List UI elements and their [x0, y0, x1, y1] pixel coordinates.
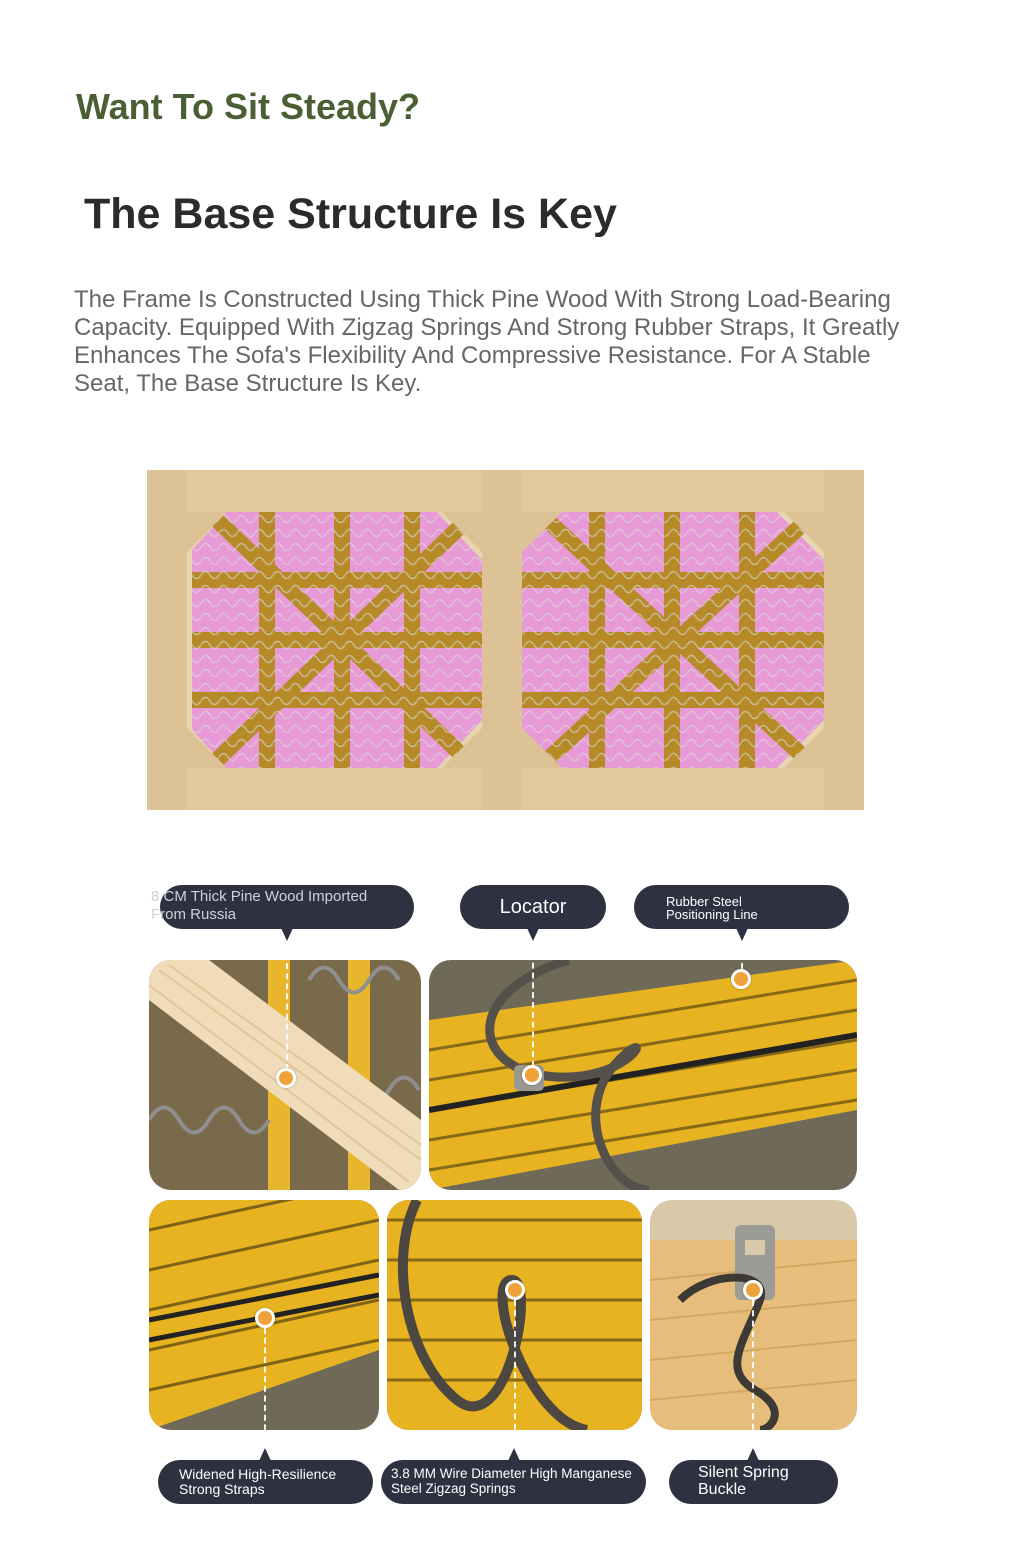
- sofa-base-frame-photo: [147, 470, 864, 810]
- tag-straps-label: Widened High-Resilience Strong Straps: [179, 1466, 337, 1497]
- tag-springs-label: 3.8 MM Wire Diameter High Manganese Steel Zigzag Springs: [391, 1466, 632, 1496]
- tag-pine-wood: [151, 885, 414, 929]
- tag-buckle-label: Silent Spring Buckle: [698, 1464, 789, 1498]
- hotspot-positioning-line: [731, 969, 751, 989]
- tag-pine-wood-label: 8 CM Thick Pine Wood Imported From Russia: [151, 888, 368, 923]
- hotspot-locator: [522, 1065, 542, 1085]
- tag-positioning-line: [634, 885, 849, 929]
- tag-springs: [381, 1460, 646, 1504]
- hotspot-springs: [505, 1280, 525, 1300]
- tag-locator-label: Locator: [499, 895, 567, 918]
- kicker-heading: Want To Sit Steady?: [76, 86, 421, 127]
- tag-locator: [460, 885, 606, 929]
- page-title: The Base Structure Is Key: [84, 190, 617, 238]
- photo-locator: [429, 960, 857, 1190]
- intro-paragraph: The Frame Is Constructed Using Thick Pine Wood With Strong Load-Bearing Capacity. Equipped With Zigzag Springs And Strong Rubber Straps, It Greatly Enhances The Sofa's Flexibility And Compressive Resistance. For A Stable Seat, The Base Structure Is Key.: [74, 286, 900, 397]
- hotspot-buckle: [743, 1280, 763, 1300]
- tag-positioning-line-label: Rubber Steel Positioning Line: [666, 894, 758, 922]
- hotspot-straps: [255, 1308, 275, 1328]
- hotspot-pine-wood: [276, 1068, 296, 1088]
- tag-buckle: [669, 1460, 838, 1504]
- tag-straps: [158, 1460, 373, 1504]
